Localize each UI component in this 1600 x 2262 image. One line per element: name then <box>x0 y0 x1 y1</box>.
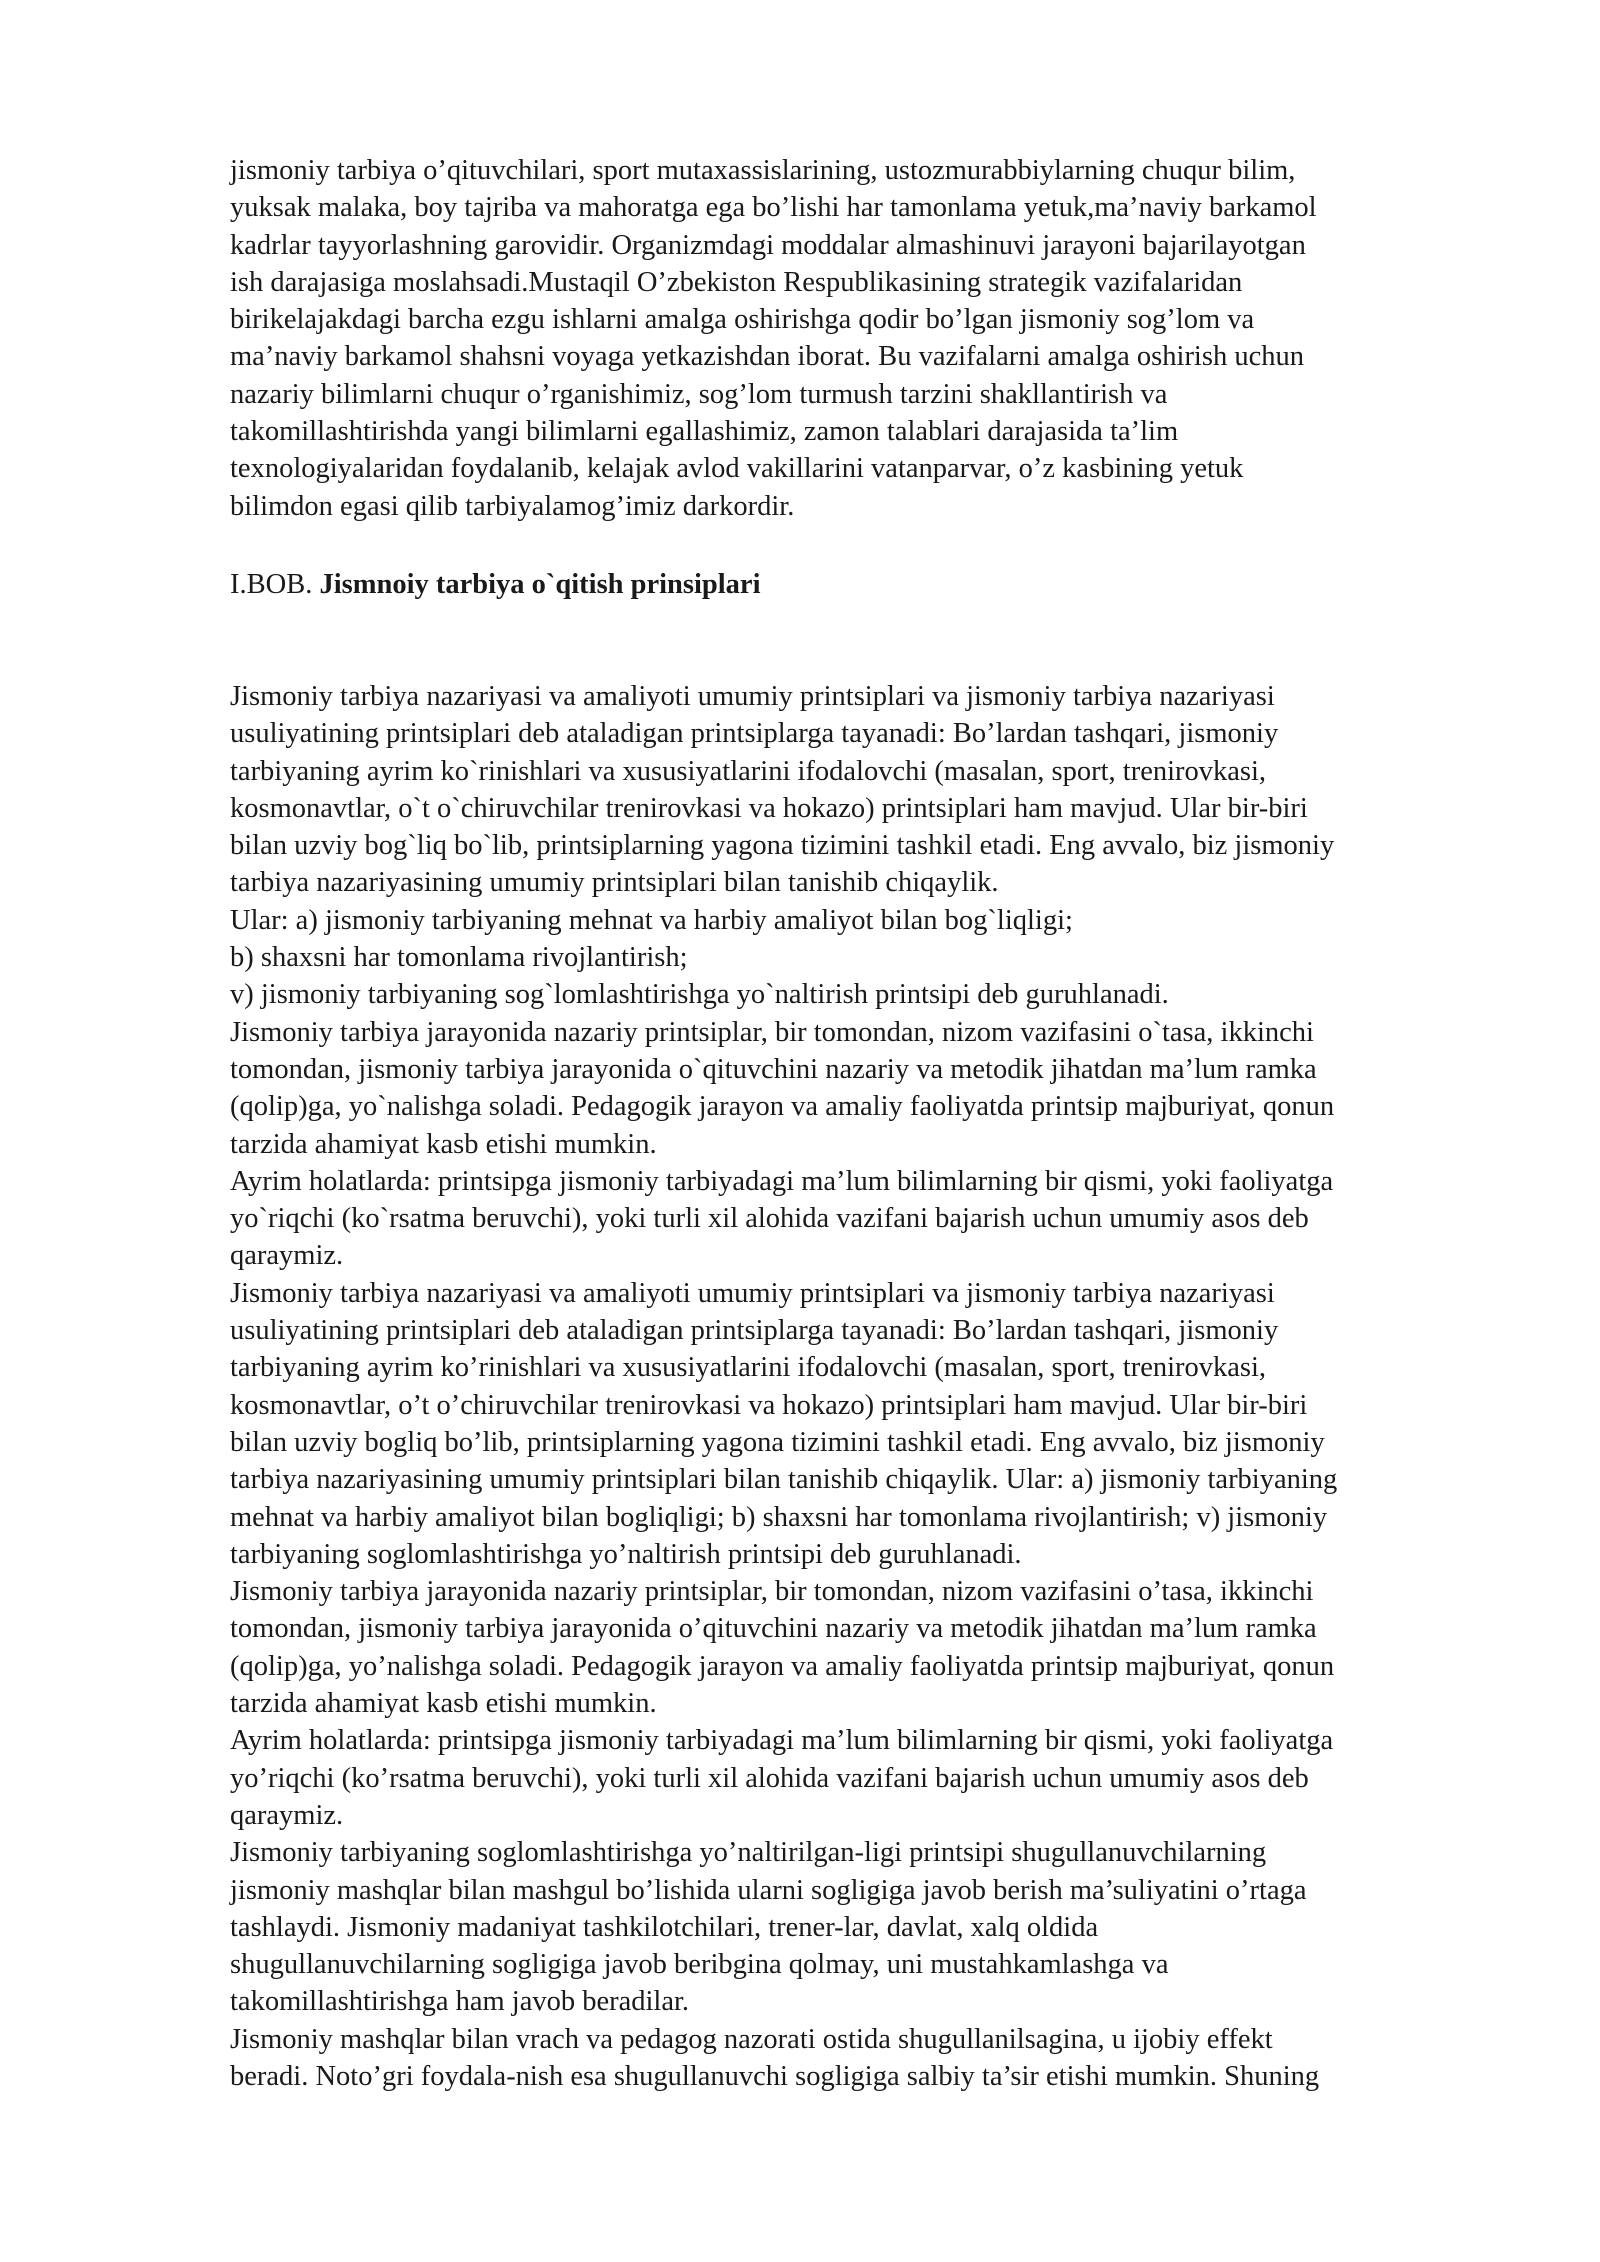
text-line: b) shaxsni har tomonlama rivojlantirish; <box>230 942 688 974</box>
text-line: Jismoniy tarbiya nazariyasi va amaliyoti umumiy printsiplari va jismoniy tarbiya nazariyasi <box>230 1277 1275 1309</box>
text-line: bilan uzviy bogliq bo’lib, printsiplarning yagona tizimini tashkil etadi. Eng avvalo, biz jismoniy <box>230 1426 1325 1458</box>
chapter-heading <box>230 566 1520 603</box>
chapter-prefix: I.BOB. <box>230 569 320 600</box>
text-line: (qolip)ga, yo`nalishga soladi. Pedagogik jarayon va amaliy faoliyatda printsip majburiyat, qonun <box>230 1091 1335 1123</box>
text-line: (qolip)ga, yo’nalishga soladi. Pedagogik jarayon va amaliy faoliyatda printsip majburiyat, qonun <box>230 1650 1335 1682</box>
text-line: tomondan, jismoniy tarbiya jarayonida o`qituvchini nazariy va metodik jihatdan ma’lum ramka <box>230 1053 1317 1085</box>
chapter-heading-line <box>230 566 1520 603</box>
text-line: qaraymiz. <box>230 1799 344 1831</box>
text-line: takomillashtirishda yangi bilimlarni egallashimiz, zamon talablari darajasida ta’lim <box>230 416 1179 448</box>
text-line: yo’riqchi (ko’rsatma beruvchi), yoki turli xil alohida vazifani bajarish uchun umumiy asos deb <box>230 1762 1309 1794</box>
text-line: Jismoniy tarbiya nazariyasi va amaliyoti umumiy printsiplari va jismoniy tarbiya nazariyasi <box>230 681 1275 712</box>
text-line: yo`riqchi (ko`rsatma beruvchi), yoki turli xil alohida vazifani bajarish uchun umumiy asos deb <box>230 1203 1309 1235</box>
body-text <box>230 678 1520 2095</box>
text-line: tarzida ahamiyat kasb etishi mumkin. <box>230 1128 657 1160</box>
text-line: jismoniy mashqlar bilan mashgul bo’lishida ularni sogligiga javob berish ma’suliyatini o’rtaga <box>230 1874 1307 1906</box>
text-line: birikelajakdagi barcha ezgu ishlarni amalga oshirishga qodir bo’lgan jismoniy sog’lom va <box>230 304 1255 336</box>
text-line: tarzida ahamiyat kasb etishi mumkin. <box>230 1688 657 1720</box>
text-line: Jismoniy mashqlar bilan vrach va pedagog nazorati ostida shugullanilsagina, u ijobiy effekt <box>230 2023 1273 2055</box>
text-line: takomillashtirishga ham javob beradilar. <box>230 1986 690 2018</box>
intro-paragraph <box>230 152 1520 525</box>
text-line: ma’naviy barkamol shahsni voyaga yetkazishdan iborat. Bu vazifalarni amalga oshirish uchun <box>230 341 1304 373</box>
text-line: tarbiyaning ayrim ko’rinishlari va xususiyatlarini ifodalovchi (masalan, sport, trenirovkasi, <box>230 1352 1267 1384</box>
text-line: beradi. Noto’gri foydala-nish esa shugullanuvchi sogligiga salbiy ta’sir etishi mumkin. Shuning <box>230 2060 1320 2092</box>
text-line: tomondan, jismoniy tarbiya jarayonida o’qituvchini nazariy va metodik jihatdan ma’lum ramka <box>230 1613 1317 1645</box>
text-line: Ayrim holatlarda: printsipga jismoniy tarbiyadagi ma’lum bilimlarning bir qismi, yoki faoliyatga <box>230 1165 1334 1197</box>
text-line: usuliyatining printsiplari deb ataladigan printsiplarga tayanadi: Bo’lardan tashqari, jismoniy <box>230 718 1279 750</box>
text-line: v) jismoniy tarbiyaning sog`lomlashtirishga yo`naltirish printsipi deb guruhlanadi. <box>230 979 1169 1011</box>
text-line: Ular: a) jismoniy tarbiyaning mehnat va harbiy amaliyot bilan bog`liqligi; <box>230 904 1073 936</box>
text-line: bilan uzviy bog`liq bo`lib, printsiplarning yagona tizimini tashkil etadi. Eng avvalo, biz jismoniy <box>230 830 1335 862</box>
text-line: kosmonavtlar, o`t o`chiruvchilar trenirovkasi va hokazo) printsiplari ham mavjud. Ular bir-biri <box>230 792 1308 824</box>
text-line: tarbiya nazariyasining umumiy printsiplari bilan tanishib chiqaylik. Ular: a) jismoniy tarbiyaning <box>230 1464 1338 1496</box>
text-line: jismoniy tarbiya o’qituvchilari, sport mutaxassislarining, ustozmurabbiylarning chuqur bilim, <box>230 155 1296 186</box>
text-line: texnologiyalaridan foydalanib, kelajak avlod vakillarini vatanparvar, o’z kasbining yetuk <box>230 453 1244 485</box>
text-line: ish darajasiga moslahsadi.Mustaqil O’zbekiston Respublikasining strategik vazifalaridan <box>230 266 1243 298</box>
text-line: kadrlar tayyorlashning garovidir. Organizmdagi moddalar almashinuvi jarayoni bajarilayotgan <box>230 229 1306 261</box>
text-line: Jismoniy tarbiya jarayonida nazariy printsiplar, bir tomondan, nizom vazifasini o’tasa, ikkinchi <box>230 1576 1314 1608</box>
text-line: bilimdon egasi qilib tarbiyalamog’imiz darkordir. <box>230 490 795 522</box>
text-line: kosmonavtlar, o’t o’chiruvchilar trenirovkasi va hokazo) printsiplari ham mavjud. Ular bir-biri <box>230 1389 1308 1421</box>
text-line: Ayrim holatlarda: printsipga jismoniy tarbiyadagi ma’lum bilimlarning bir qismi, yoki faoliyatga <box>230 1725 1334 1757</box>
text-line: yuksak malaka, boy tajriba va mahoratga ega bo’lishi har tamonlama yetuk,ma’naviy barkamol <box>230 192 1317 224</box>
text-line: nazariy bilimlarni chuqur o’rganishimiz, sog’lom turmush tarzini shakllantirish va <box>230 378 1168 410</box>
text-line: tarbiyaning soglomlashtirishga yo’naltirish printsipi deb guruhlanadi. <box>230 1538 1022 1570</box>
text-line: Jismoniy tarbiya jarayonida nazariy printsiplar, bir tomondan, nizom vazifasini o`tasa, ikkinchi <box>230 1016 1314 1048</box>
text-line: Jismoniy tarbiyaning soglomlashtirishga yo’naltirilgan-ligi printsipi shugullanuvchilarning <box>230 1837 1267 1869</box>
text-line: tarbiyaning ayrim ko`rinishlari va xususiyatlarini ifodalovchi (masalan, sport, trenirovkasi, <box>230 755 1267 787</box>
text-line: mehnat va harbiy amaliyot bilan bogliqligi; b) shaxsni har tomonlama rivojlantirish; v) jismoniy <box>230 1501 1328 1533</box>
text-line: usuliyatining printsiplari deb ataladigan printsiplarga tayanadi: Bo’lardan tashqari, jismoniy <box>230 1315 1279 1347</box>
text-line: shugullanuvchilarning sogligiga javob beribgina qolmay, uni mustahkamlashga va <box>230 1949 1169 1981</box>
text-line: tashlaydi. Jismoniy madaniyat tashkilotchilari, trener-lar, davlat, xalq oldida <box>230 1911 1099 1943</box>
chapter-title: Jismnoiy tarbiya o`qitish prinsiplari <box>319 569 761 600</box>
text-line: tarbiya nazariyasining umumiy printsiplari bilan tanishib chiqaylik. <box>230 867 999 899</box>
text-line: qaraymiz. <box>230 1240 344 1272</box>
